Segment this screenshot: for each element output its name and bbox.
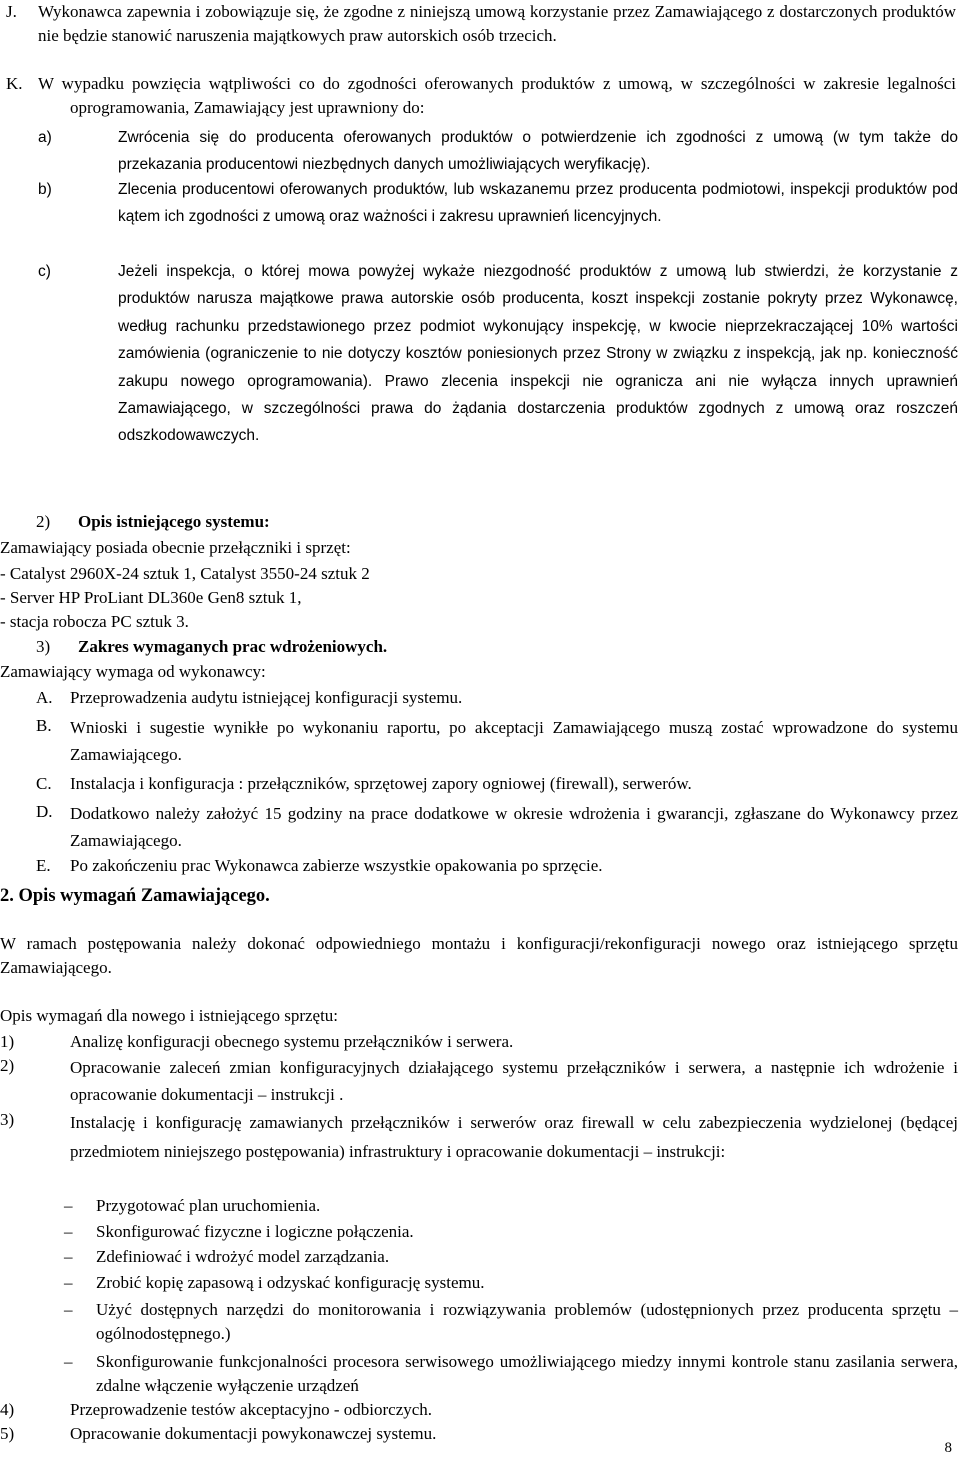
dash-item: Skonfigurowanie funkcjonalności procesora serwisowego umożliwiającego miedzy innymi kontrole stanu zasilania serwera, zdalne włączenie wyłączenie urządzeń <box>96 1352 958 1395</box>
section3-title: Zakres wymaganych prac wdrożeniowych. <box>78 637 388 656</box>
section3-item-text: Dodatkowo należy założyć 15 godziny na prace dodatkowe w okresie wdrożenia i gwarancji, zgłaszane do Wykonawcy przez Zamawiającego. <box>70 804 958 850</box>
item-k-text: W wypadku powzięcia wątpliwości co do zgodności oferowanych produktów z umową, w szczególności w zakresie legalności oprogramowania, Zamawiający jest uprawniony do: <box>38 74 956 117</box>
dash-marker: – <box>64 1247 73 1266</box>
requirement-marker: 3) <box>0 1110 15 1129</box>
dash-marker: – <box>64 1273 73 1292</box>
dash-marker: – <box>64 1222 73 1241</box>
item-kb-text: Zlecenia producentowi oferowanych produktów, lub wskazanemu przez producenta podmiotowi, inspekcji produktów pod kątem ich zgodności z umową oraz ważności i zakresu uprawnień licencyjnych. <box>118 181 958 225</box>
section2-line: - Server HP ProLiant DL360e Gen8 sztuk 1, <box>0 588 302 607</box>
dash-item: Skonfigurować fizyczne i logiczne połączenia. <box>96 1222 414 1241</box>
item-kb-marker: b) <box>38 181 52 198</box>
section-heading: 2. Opis wymagań Zamawiającego. <box>0 886 270 906</box>
section3-item-marker: B. <box>36 716 52 735</box>
requirement-text: Opracowanie dokumentacji powykonawczej systemu. <box>70 1424 437 1443</box>
section2-title: Opis istniejącego systemu: <box>78 512 270 531</box>
section2-intro: Zamawiający posiada obecnie przełączniki i sprzęt: <box>0 538 351 557</box>
item-ka-text: Zwrócenia się do producenta oferowanych produktów o potwierdzenie ich zgodności z umową (w tym także do przekazania producentowi niezbędnych danych umożliwiających weryfikację). <box>118 129 958 173</box>
requirement-marker: 4) <box>0 1400 15 1419</box>
section3-intro: Zamawiający wymaga od wykonawcy: <box>0 662 266 681</box>
section2-line: - stacja robocza PC sztuk 3. <box>0 612 189 631</box>
section3-item-text: Wnioski i sugestie wynikłe po wykonaniu raportu, po akceptacji Zamawiającego muszą zostać wprowadzone do systemu Zamawiającego. <box>70 718 958 764</box>
item-kc-text: Jeżeli inspekcja, o której mowa powyżej wykaże niezgodność produktów z umową lub stwierdzi, że korzystanie z produktów narusza majątkowe prawa autorskie osób producenta, koszt inspekcji zostanie pokryty przez Wykonawcę, według rachunku przedstawionego przez podmiot wykonujący inspekcję, w kwocie nieprzekraczającej 10% wartości zamówienia (ograniczenie to nie dotyczy kosztów poniesionych przez Strony w związku z inspekcją, jak np. konieczność zakupu nowego oprogramowania). Prawo zlecenia inspekcji nie ogranicza ani nie wyłącza innych uprawnień Zamawiającego, w szczególności prawa do żądania dostarczenia produktów zgodnych z umową oraz roszczeń odszkodowawczych. <box>118 263 958 445</box>
dash-marker: – <box>64 1300 73 1319</box>
intro-paragraph: W ramach postępowania należy dokonać odpowiedniego montażu i konfiguracji/rekonfiguracji nowego oraz istniejącego sprzętu Zamawiającego. <box>0 934 958 977</box>
section3-item-marker: D. <box>36 802 53 821</box>
dash-item: Zrobić kopię zapasową i odzyskać konfigurację systemu. <box>96 1273 485 1292</box>
section3-item-marker: A. <box>36 688 53 707</box>
section2-line: - Catalyst 2960X-24 sztuk 1, Catalyst 3550-24 sztuk 2 <box>0 564 370 583</box>
item-j-text: Wykonawca zapewnia i zobowiązuje się, że zgodne z niniejszą umową korzystanie przez Zamawiającego z dostarczonych produktów nie będzie stanowić naruszenia majątkowych praw autorskich osób trzecich. <box>38 2 956 45</box>
dash-marker: – <box>64 1196 73 1215</box>
dash-marker: – <box>64 1352 73 1371</box>
dash-item: Przygotować plan uruchomienia. <box>96 1196 321 1215</box>
section3-marker: 3) <box>36 637 51 656</box>
requirement-text: Instalację i konfigurację zamawianych przełączników i serwerów oraz firewall w celu zabezpieczenia wydzielonej (będącej przedmiotem niniejszego postępowania) infrastruktury i opracowanie dokumentacji – instrukcji: <box>70 1113 958 1161</box>
requirement-marker: 5) <box>0 1424 15 1443</box>
section3-item-text: Instalacja i konfiguracja : przełączników, sprzętowej zapory ogniowej (firewall), serwerów. <box>70 774 692 793</box>
item-j-marker: J. <box>6 2 17 21</box>
item-kc-marker: c) <box>38 263 51 280</box>
requirement-text: Przeprowadzenie testów akceptacyjno - odbiorczych. <box>70 1400 433 1419</box>
requirement-text: Analizę konfiguracji obecnego systemu przełączników i serwera. <box>70 1032 514 1051</box>
section3-item-text: Przeprowadzenia audytu istniejącej konfiguracji systemu. <box>70 688 463 707</box>
section3-item-marker: C. <box>36 774 52 793</box>
page-number: 8 <box>944 1440 952 1456</box>
section3-item-marker: E. <box>36 856 51 875</box>
requirement-text: Opracowanie zaleceń zmian konfiguracyjnych działającego systemu przełączników i serwera, a następnie ich wdrożenie i opracowanie dokumentacji – instrukcji . <box>70 1058 958 1104</box>
requirement-marker: 1) <box>0 1032 15 1051</box>
requirements-intro: Opis wymagań dla nowego i istniejącego sprzętu: <box>0 1006 339 1025</box>
dash-item: Zdefiniować i wdrożyć model zarządzania. <box>96 1247 390 1266</box>
dash-item: Użyć dostępnych narzędzi do monitorowania i rozwiązywania problemów (udostępnionych przez producenta sprzętu – ogólnodostępnego.) <box>96 1300 958 1343</box>
requirement-marker: 2) <box>0 1056 15 1075</box>
section3-item-text: Po zakończeniu prac Wykonawca zabierze wszystkie opakowania po sprzęcie. <box>70 856 603 875</box>
item-k-marker: K. <box>6 74 23 93</box>
section2-marker: 2) <box>36 512 51 531</box>
item-ka-marker: a) <box>38 129 52 146</box>
